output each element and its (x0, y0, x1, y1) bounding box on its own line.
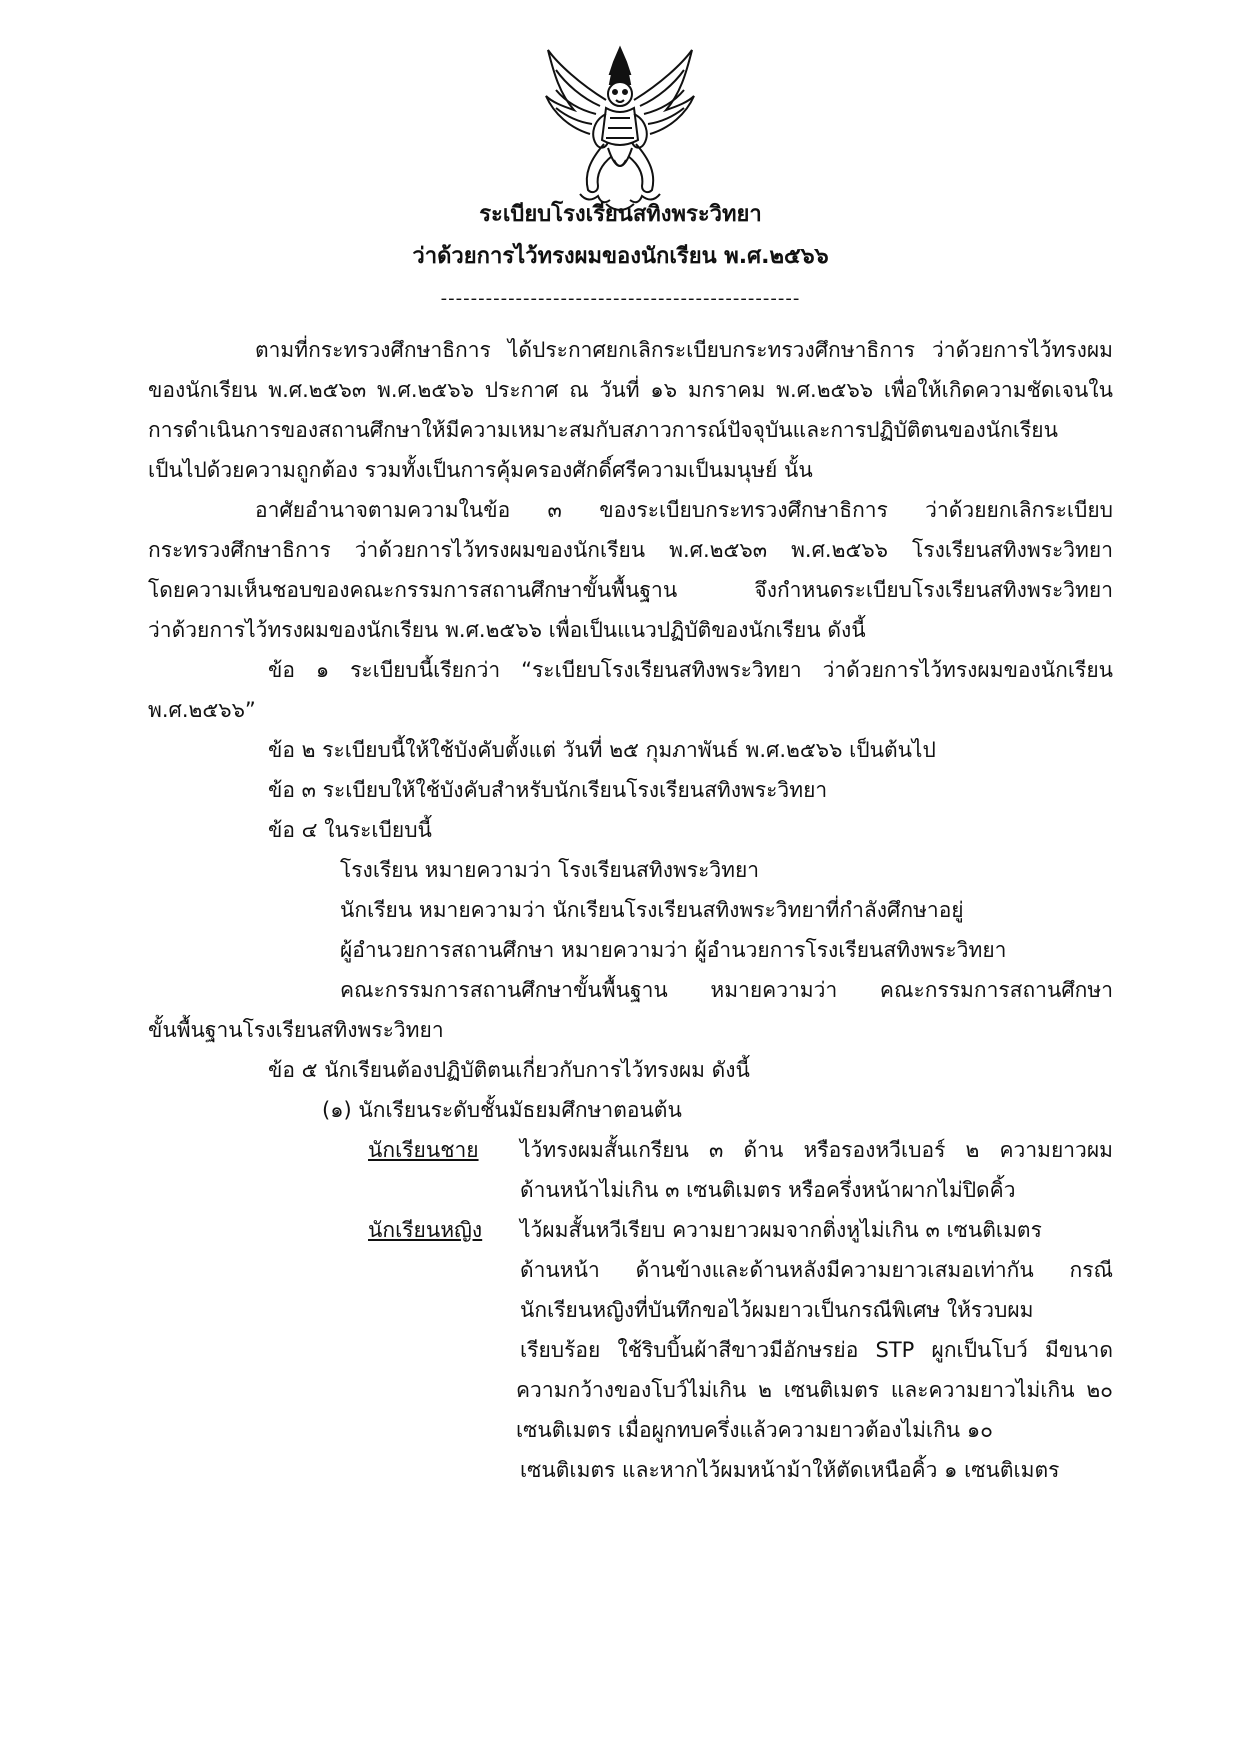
paragraph-1-line: ตามที่กระทรวงศึกษาธิการ ได้ประกาศยกเลิกระเบียบกระทรวงศึกษาธิการ ว่าด้วยการไว้ทรงผม (255, 338, 1113, 362)
clause-3: ข้อ ๓ ระเบียบให้ใช้บังคับสำหรับนักเรียนโรงเรียนสทิงพระวิทยา (268, 778, 828, 802)
definition-director: ผู้อำนวยการสถานศึกษา หมายความว่า ผู้อำนวยการโรงเรียนสทิงพระวิทยา (340, 938, 1007, 962)
paragraph-1-line: เป็นไปด้วยความถูกต้อง รวมทั้งเป็นการคุ้มครองศักดิ์ศรีความเป็นมนุษย์ นั้น (148, 458, 813, 482)
paragraph-1-line: การดำเนินการของสถานศึกษาให้มีความเหมาะสมกับสภาวการณ์ปัจจุบันและการปฏิบัติตนของนักเรียน (148, 418, 1058, 442)
female-student-rule: เรียบร้อย ใช้ริบบิ้นผ้าสีขาวมีอักษรย่อ STP ผูกเป็นโบว์ มีขนาด (520, 1338, 1113, 1362)
title-separator: ------------------------------------------------ (440, 288, 801, 309)
male-student-label: นักเรียนชาย (368, 1138, 479, 1162)
male-student-rule: ด้านหน้าไม่เกิน ๓ เซนติเมตร หรือครึ่งหน้าผากไม่ปิดคิ้ว (520, 1178, 1016, 1202)
document-subtitle: ว่าด้วยการไว้ทรงผมของนักเรียน พ.ศ.๒๕๖๖ (412, 244, 829, 269)
definition-committee: คณะกรรมการสถานศึกษาขั้นพื้นฐาน หมายความว่า คณะกรรมการสถานศึกษา (340, 978, 1113, 1002)
paragraph-2-line: โดยความเห็นชอบของคณะกรรมการสถานศึกษาขั้นพื้นฐาน จึงกำหนดระเบียบโรงเรียนสทิงพระวิทยา (148, 578, 1113, 602)
paragraph-2-line: อาศัยอำนาจตามความในข้อ ๓ ของระเบียบกระทรวงศึกษาธิการ ว่าด้วยยกเลิกระเบียบ (255, 498, 1113, 522)
clause-4: ข้อ ๔ ในระเบียบนี้ (268, 818, 432, 842)
female-student-rule: ด้านหน้า ด้านข้างและด้านหลังมีความยาวเสมอเท่ากัน กรณี (520, 1258, 1113, 1282)
female-student-label: นักเรียนหญิง (368, 1218, 483, 1242)
female-student-rule: ไว้ผมสั้นหวีเรียบ ความยาวผมจากติ่งหูไม่เกิน ๓ เซนติเมตร (520, 1218, 1042, 1242)
paragraph-1-line: ของนักเรียน พ.ศ.๒๕๖๓ พ.ศ.๒๕๖๖ ประกาศ ณ วันที่ ๑๖ มกราคม พ.ศ.๒๕๖๖ เพื่อให้เกิดความชัดเจนใน (148, 378, 1113, 402)
garuda-emblem-icon (540, 44, 700, 222)
definition-committee-cont: ขั้นพื้นฐานโรงเรียนสทิงพระวิทยา (148, 1018, 444, 1042)
paragraph-2-line: กระทรวงศึกษาธิการ ว่าด้วยการไว้ทรงผมของนักเรียน พ.ศ.๒๕๖๓ พ.ศ.๒๕๖๖ โรงเรียนสทิงพระวิทยา (148, 538, 1113, 562)
female-student-rule: ความกว้างของโบว์ไม่เกิน ๒ เซนติเมตร และความยาวไม่เกิน ๒๐ (516, 1378, 1113, 1402)
female-student-rule: เซนติเมตร และหากไว้ผมหน้าม้าให้ตัดเหนือคิ้ว ๑ เซนติเมตร (520, 1458, 1060, 1482)
item-1-heading: (๑) นักเรียนระดับชั้นมัธยมศึกษาตอนต้น (322, 1098, 682, 1122)
female-student-rule: นักเรียนหญิงที่บันทึกขอไว้ผมยาวเป็นกรณีพิเศษ ให้รวบผม (520, 1298, 1034, 1322)
female-student-rule: เซนติเมตร เมื่อผูกทบครึ่งแล้วความยาวต้องไม่เกิน ๑๐ (516, 1418, 993, 1442)
clause-1-line: พ.ศ.๒๕๖๖” (148, 698, 256, 722)
paragraph-2-line: ว่าด้วยการไว้ทรงผมของนักเรียน พ.ศ.๒๕๖๖ เพื่อเป็นแนวปฏิบัติของนักเรียน ดังนี้ (148, 618, 866, 642)
definition-school: โรงเรียน หมายความว่า โรงเรียนสทิงพระวิทยา (340, 858, 760, 882)
document-title: ระเบียบโรงเรียนสทิงพระวิทยา (479, 202, 762, 227)
male-student-rule: ไว้ทรงผมสั้นเกรียน ๓ ด้าน หรือรองหวีเบอร์ ๒ ความยาวผม (520, 1138, 1113, 1162)
definition-student: นักเรียน หมายความว่า นักเรียนโรงเรียนสทิงพระวิทยาที่กำลังศึกษาอยู่ (340, 898, 964, 922)
clause-1-line: ข้อ ๑ ระเบียบนี้เรียกว่า “ระเบียบโรงเรียนสทิงพระวิทยา ว่าด้วยการไว้ทรงผมของนักเรียน (268, 658, 1113, 682)
clause-2: ข้อ ๒ ระเบียบนี้ให้ใช้บังคับตั้งแต่ วันที่ ๒๕ กุมภาพันธ์ พ.ศ.๒๕๖๖ เป็นต้นไป (268, 738, 936, 762)
clause-5: ข้อ ๕ นักเรียนต้องปฏิบัติตนเกี่ยวกับการไว้ทรงผม ดังนี้ (268, 1058, 750, 1082)
